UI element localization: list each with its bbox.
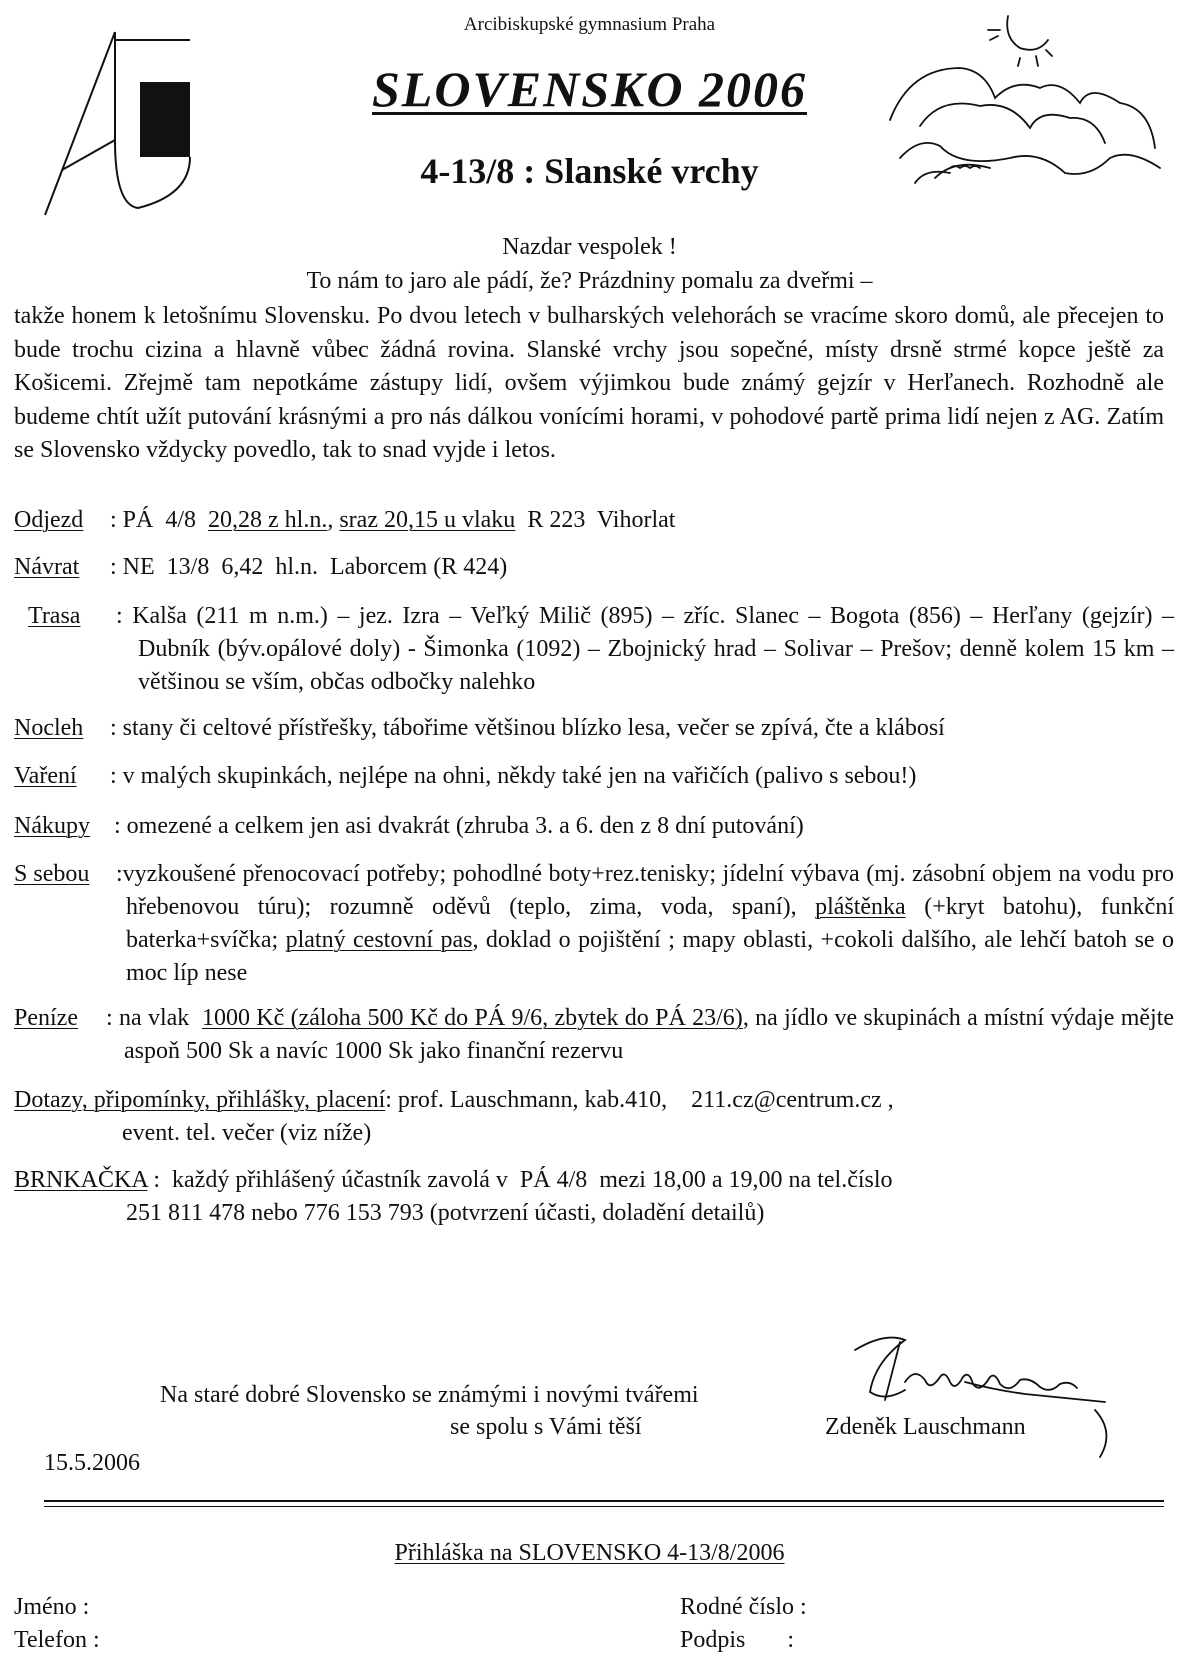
form-name-label: Jméno : bbox=[14, 1594, 90, 1620]
s-sebou-text-c: , doklad o pojištění ; mapy oblasti, +cokoli dalšího, ale lehčí batoh se o moc líp nese bbox=[126, 927, 1175, 986]
s-sebou-label: S sebou bbox=[14, 861, 90, 887]
nakupy-value: : omezené a celkem jen asi dvakrát (zhruba 3. a 6. den z 8 dní putování) bbox=[114, 813, 804, 839]
navrat-label: Návrat bbox=[14, 554, 80, 580]
s-sebou-pelerine: pláštěnka bbox=[815, 894, 906, 920]
vareni-value: : v malých skupinkách, nejlépe na ohni, někdy také jen na vařičích (palivo s sebou!) bbox=[110, 763, 917, 789]
dotazy-contact: : prof. Lauschmann, kab.410, 211.cz@centrum.cz , bbox=[385, 1087, 894, 1113]
dotazy-note: event. tel. večer (viz níže) bbox=[122, 1120, 372, 1146]
form-title: Přihláška na SLOVENSKO 4-13/8/2006 bbox=[394, 1540, 785, 1566]
brnkacka-label: BRNKAČKA bbox=[14, 1167, 148, 1193]
trasa-label: Trasa bbox=[28, 603, 81, 629]
brnkacka-phones: 251 811 478 nebo 776 153 793 (potvrzení účasti, doladění detailů) bbox=[126, 1200, 765, 1226]
odjezd-label: Odjezd bbox=[14, 507, 84, 533]
intro-line: To nám to jaro ale pádí, že? Prázdniny pomalu za dveřmi – bbox=[306, 268, 873, 294]
intro-paragraph: takže honem k letošnímu Slovensku. Po dvou letech v bulharských velehorách se vracíme skoro domů, ale přecejen to bude trochu cizina a hlavně vůbec žádná rovina. Slanské vrchy jsou sopečné, místy drsně strmé kopce ještě za Košicemi. Zřejmě tam nepotkáme zástupy lidí, ovšem výjimkou bude známý gejzír v Herľanech. Rozhodně ale budeme chtít užít putování krásnými a pro nás dálkou vonícími horami, v pohodové partě prima lidí nejen z AG. Zatím se Slovensko vždycky povedlo, tak to snad vyjde i letos. bbox=[14, 303, 1164, 463]
s-sebou-value bbox=[116, 858, 1174, 990]
nocleh-label: Nocleh bbox=[14, 715, 84, 741]
divider-line-secondary bbox=[44, 1506, 1164, 1507]
brnkacka-line bbox=[14, 1164, 893, 1197]
penize-prefix: : na vlak bbox=[106, 1005, 202, 1031]
odjezd-separator: , bbox=[327, 507, 340, 533]
nakupy-label: Nákupy bbox=[14, 813, 90, 839]
document-date: 15.5.2006 bbox=[44, 1450, 140, 1476]
s-sebou-passport: platný cestovní pas bbox=[285, 927, 473, 953]
form-birth-number-label: Rodné číslo : bbox=[680, 1594, 807, 1620]
penize-label: Peníze bbox=[14, 1005, 78, 1031]
odjezd-meeting: sraz 20,15 u vlaku bbox=[339, 507, 516, 533]
odjezd-time: 20,28 z hl.n. bbox=[208, 507, 328, 533]
penize-amount: 1000 Kč (záloha 500 Kč do PÁ 9/6, zbytek do PÁ 23/6) bbox=[201, 1005, 743, 1031]
vareni-label: Vaření bbox=[14, 763, 77, 789]
dotazy-line bbox=[14, 1084, 894, 1117]
signer-name: Zdeněk Lauschmann bbox=[825, 1414, 1026, 1440]
brnkacka-text: : každý přihlášený účastník zavolá v PÁ 4/8 mezi 18,00 a 19,00 na tel.číslo bbox=[147, 1167, 893, 1193]
greeting: Nazdar vespolek ! bbox=[502, 234, 677, 260]
handwritten-signature bbox=[845, 1322, 1125, 1462]
closing-greeting-2: se spolu s Vámi těší bbox=[450, 1414, 642, 1440]
nocleh-value: : stany či celtové přístřešky, tábořime většinou blízko lesa, večer se zpívá, čte a klábosí bbox=[110, 715, 945, 741]
odjezd-day: : PÁ 4/8 bbox=[110, 507, 209, 533]
page-subtitle: 4-13/8 : Slanské vrchy bbox=[420, 151, 759, 191]
closing-greeting: Na staré dobré Slovensko se známými i novými tvářemi bbox=[160, 1382, 699, 1408]
navrat-value: : NE 13/8 6,42 hl.n. Laborcem (R 424) bbox=[110, 554, 508, 580]
form-phone-label: Telefon : bbox=[14, 1627, 100, 1653]
odjezd-value bbox=[110, 504, 675, 537]
trasa-value: : Kalša (211 m n.m.) – jez. Izra – Veľký Milič (895) – zříc. Slanec – Bogota (856) – Herľany (gejzír) – Dubník (býv.opálové doly) - Šimonka (1092) – Zbojnický hrad – Solivar – Prešov; denně kolem 15 km – většinou se vším, občas odbočky nalehko bbox=[116, 603, 1174, 695]
hills-sun-drawing bbox=[880, 8, 1170, 208]
s-sebou-text-b: (+kryt batohu), funkční baterka+svíčka; bbox=[126, 894, 1174, 953]
school-name: Arcibiskupské gymnasium Praha bbox=[463, 14, 716, 35]
page-title: SLOVENSKO 2006 bbox=[371, 61, 808, 117]
dotazy-label: Dotazy, připomínky, přihlášky, placení bbox=[14, 1087, 386, 1113]
form-signature-label: Podpis : bbox=[680, 1627, 795, 1653]
penize-value bbox=[106, 1002, 1174, 1068]
s-sebou-text-a: :vyzkoušené přenocovací potřeby; pohodlné boty+rez.tenisky; jídelní výbava (mj. zásobní objem na vodu pro hřebenovou túru); rozumně oděvů (teplo, zima, voda, spaní), bbox=[116, 861, 1174, 920]
divider-line bbox=[44, 1500, 1164, 1502]
odjezd-train: R 223 Vihorlat bbox=[515, 507, 676, 533]
penize-suffix: , na jídlo ve skupinách a místní výdaje mějte aspoň 500 Sk a navíc 1000 Sk jako finanční rezervu bbox=[124, 1005, 1174, 1064]
